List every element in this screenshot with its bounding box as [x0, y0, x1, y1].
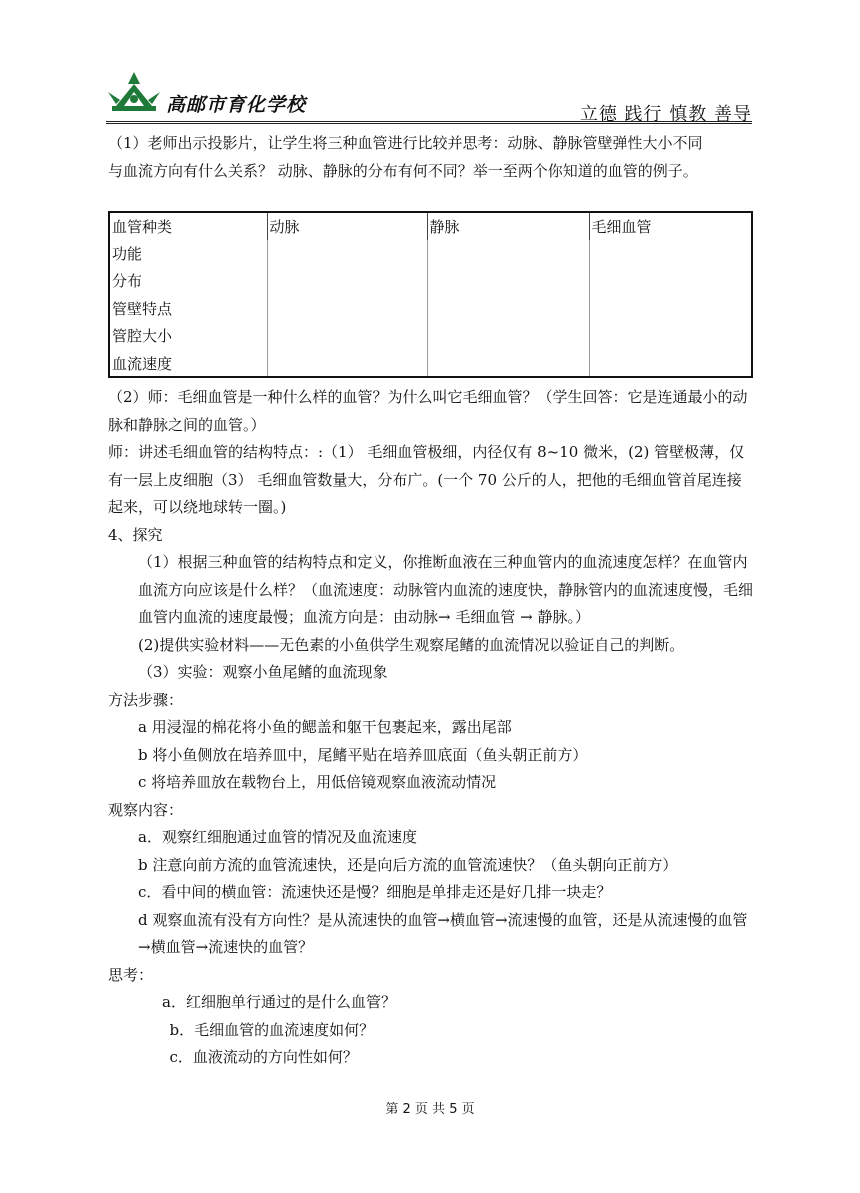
table-row: [109, 322, 752, 350]
explore-question-2: (2)提供实验材料——无色素的小鱼供学生观察尾鳍的血流情况以验证自己的判断。: [138, 635, 685, 654]
think-item-c: c．血液流动的方向性如何？: [169, 1048, 358, 1066]
row-label: 血流速度: [112, 354, 173, 373]
capillary-question: （2）师：毛细血管是一种什么样的血管？为什么叫它毛细血管？（学生回答：它是连通最小的动脉和静脉之间的血管。）: [108, 388, 748, 434]
capillary-structure: 师：讲述毛细血管的结构特点：:（1） 毛细血管极细，内径仅有 8~10 微米，(2) 管壁极薄，仅有一层上皮细胞（3） 毛细血管数量大，分布广。(一个 70 公斤的人，把他的毛细血管首尾连接起来，可以绕地球转一圈。): [108, 443, 745, 516]
observe-item-c: c．看中间的横血管：流速快还是慢？细胞是单排走还是好几排一块走？: [138, 883, 612, 901]
think-item-a: a．红细胞单行通过的是什么血管？: [162, 993, 396, 1011]
explore-question-1: （1）根据三种血管的结构特点和定义，你推断血液在三种血管内的血流速度怎样？在血管内血流方向应该是什么样？（血流速度：动脉管内血流的速度快，静脉管内的血流速度慢，毛细血管内血流的速度最慢；血流方向是：由动脉→ 毛细血管 → 静脉。）: [138, 553, 754, 626]
table-cell: [589, 295, 752, 323]
header-divider: [106, 121, 752, 124]
table-cell: [267, 295, 427, 323]
observe-item-a: a．观察红细胞通过血管的情况及血流速度: [138, 828, 417, 846]
table-header-cell: 动脉: [267, 212, 427, 240]
method-step-c: c 将培养皿放在载物台上，用低倍镜观察血液流动情况: [138, 773, 497, 791]
table-cell: [427, 295, 589, 323]
table-header-cell: 静脉: [427, 212, 589, 240]
observe-item-d: d 观察血流有没有方向性？是从流速快的血管→横血管→流速慢的血管，还是从流速慢的血管→横血管→流速快的血管？: [138, 910, 748, 956]
page-header: [106, 64, 752, 125]
think-item-b: b．毛细血管的血流速度如何？: [169, 1020, 375, 1039]
document-body: [108, 130, 753, 1072]
method-step-a: a 用浸湿的棉花将小鱼的鳃盖和躯干包裹起来，露出尾部: [138, 718, 512, 736]
row-label: 功能: [112, 244, 143, 263]
section-heading-explore: 4、探究: [108, 525, 163, 544]
row-label: 管腔大小: [112, 327, 173, 345]
table-cell: [427, 240, 589, 268]
page-number: 第 2 页 共 5 页: [385, 1102, 475, 1117]
table-cell: [427, 350, 589, 378]
table-cell: [267, 240, 427, 268]
row-label: 管壁特点: [112, 299, 173, 318]
table-cell: [427, 267, 589, 295]
method-step-b: b 将小鱼侧放在培养皿中，尾鳍平贴在培养皿底面（鱼头朝正前方）: [138, 745, 588, 764]
intro-line-1: （1）老师出示投影片，让学生将三种血管进行比较并思考：动脉、静脉管壁弹性大小不同: [108, 134, 703, 152]
table-cell: [267, 350, 427, 378]
table-header-cell: 血管种类: [112, 218, 173, 236]
school-motto: 立德 践行 慎教 善导: [579, 104, 752, 125]
observe-item-b: b 注意向前方流的血管流速快，还是向后方流的血管流速快？（鱼头朝向正前方）: [138, 855, 678, 874]
intro-line-2: 与血流方向有什么关系？ 动脉、静脉的分布有何不同？举一至两个你知道的血管的例子。: [108, 161, 698, 180]
observe-heading: 观察内容：: [108, 800, 184, 819]
table-header-row: [109, 212, 752, 240]
table-cell: [589, 350, 752, 378]
table-row: [109, 295, 752, 323]
think-heading: 思考：: [108, 965, 154, 984]
table-row: [109, 267, 752, 295]
table-cell: [589, 267, 752, 295]
method-heading: 方法步骤：: [108, 690, 184, 709]
table-cell: [427, 322, 589, 350]
table-cell: [589, 322, 752, 350]
table-header-cell: 毛细血管: [589, 212, 752, 240]
blood-vessel-comparison-table: [108, 211, 753, 378]
school-logo-icon: [106, 70, 162, 116]
table-cell: [267, 267, 427, 295]
table-row: [109, 240, 752, 268]
explore-question-3: （3）实验：观察小鱼尾鳍的血流现象: [138, 663, 388, 681]
row-label: 分布: [112, 272, 143, 290]
school-name: 高邮市育化学校: [166, 94, 307, 116]
table-row: [109, 350, 752, 378]
table-cell: [267, 322, 427, 350]
table-cell: [589, 240, 752, 268]
